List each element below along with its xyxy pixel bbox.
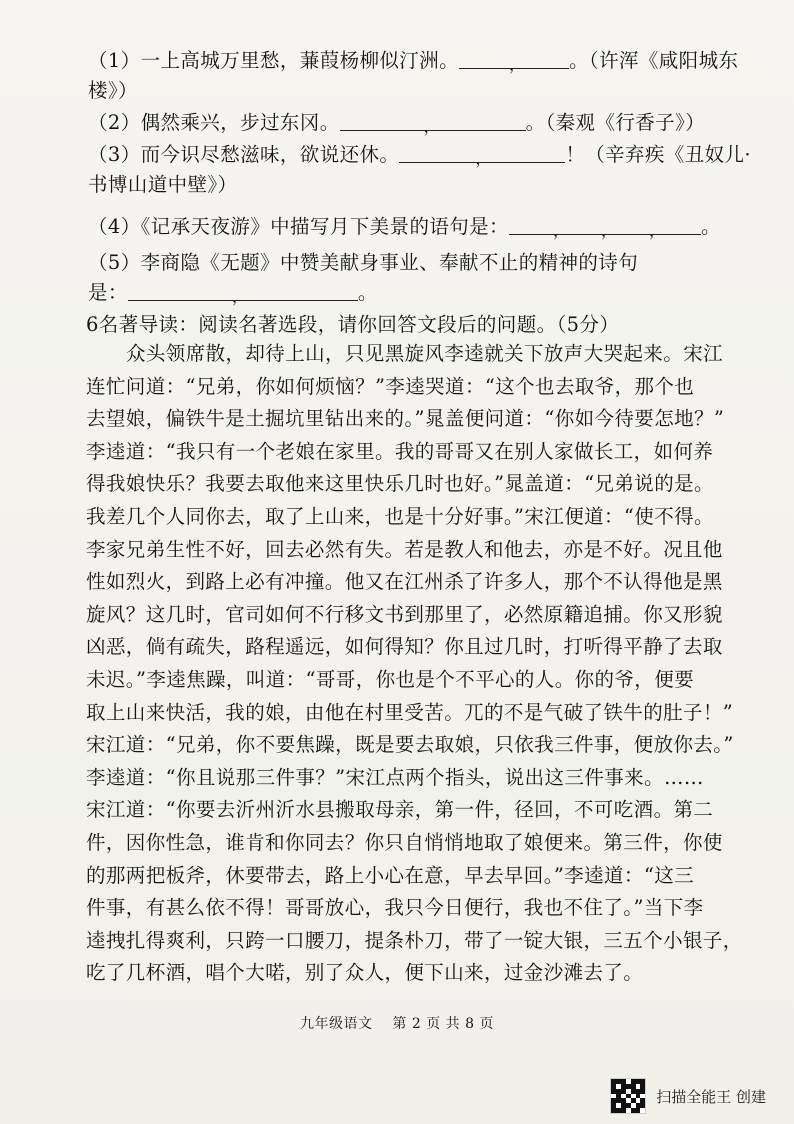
passage-line: 宋江道：“你要去沂州沂水县搬取母亲，第一件，径回，不可吃酒。第二	[86, 798, 714, 822]
question-2-text: （2）偶然乘兴，步过东冈。	[88, 111, 340, 134]
question-1-line-1	[88, 46, 739, 76]
question-4-text: （4）《记承天夜游》中描写月下美景的语句是：	[88, 215, 509, 238]
blank-comma: ，	[600, 221, 618, 240]
question-4-end: 。	[700, 215, 721, 238]
question-5-prefix: 是：	[88, 281, 128, 304]
answer-blank[interactable]	[459, 50, 569, 74]
question-5-text: （5）李商隐《无题》中赞美献身事业、奉献不止的精神的诗句	[88, 251, 639, 274]
footer-page-info: 第 2 页 共 8 页	[392, 1016, 494, 1032]
blank-comma: ，	[423, 117, 441, 136]
passage-line: 件事，有甚么依不得！哥哥放心，我只今日便行，我也不住了。”当下李	[86, 896, 704, 920]
blank-comma: ，	[475, 149, 492, 168]
question-5-line-2	[88, 278, 698, 308]
passage-line: 件，因你性急，谁肯和你同去？你只自悄悄地取了娘便来。第三件，你使	[86, 831, 723, 854]
question-2-source: 。（秦观《行香子》）	[525, 111, 706, 134]
section-6-heading: 6名著导读：阅读名著选段，请你回答文段后的问题。（5分）	[86, 313, 620, 336]
question-1-source-end: 楼》）	[88, 79, 138, 102]
passage-line: 性如烈火，到路上必有冲撞。他又在江州杀了许多人，那个不认得他是黑	[86, 570, 723, 594]
passage-line: 众头领席散，却待上山，只见黑旋风李逵就关下放声大哭起来。宋江	[126, 342, 724, 365]
passage-line: 取上山来快活，我的娘，由他在村里受苦。兀的不是气破了铁牛的肚子！”	[86, 700, 734, 724]
passage-line: 我差几个人同你去，取了上山来，也是十分好事。”宋江便道：“使不得。	[86, 505, 714, 528]
passage-line: 得我娘快乐？我要去取他来这里快乐几时也好。”晁盖道：“兄弟说的是。	[86, 472, 714, 496]
passage-line: 逵拽扎得爽利，只跨一口腰刀，提条朴刀，带了一锭大银，三五个小银子，	[86, 928, 743, 952]
passage-line: 旋风？这几时，官司如何不行移文书到那里了，必然原籍追捕。你又形貌	[86, 602, 723, 626]
question-1-text: （1）一上高城万里愁，蒹葭杨柳似汀洲。	[88, 49, 460, 72]
blank-comma: ，	[231, 287, 249, 306]
question-3-source-end: 书博山道中壁》）	[88, 173, 238, 196]
question-3-line-1	[88, 140, 752, 170]
passage-line: 李逵道：“我只有一个老娘在家里。我的哥哥又在别人家做长工，如何养	[86, 439, 714, 463]
passage-line: 连忙问道：“兄弟，你如何烦恼？”李逵哭道：“这个也去取爷，那个也	[86, 374, 695, 398]
passage-line: 凶恶，倘有疏失，路程遥远，如何得知？你且过几时，打听得平静了去取	[86, 635, 723, 659]
passage-line: 去望娘，偏铁牛是土掘坑里钻出来的。”晁盖便问道：“你如今待要怎地？”	[86, 407, 725, 431]
passage-line: 李家兄弟生性不好，回去必然有失。若是教人和他去，亦是不好。况且他	[86, 537, 723, 561]
passage-line: 未迟。”李逵焦躁，叫道：“哥哥，你也是个不平心的人。你的爷，便要	[86, 668, 694, 691]
scanner-watermark	[610, 1078, 766, 1114]
answer-blank[interactable]	[399, 144, 565, 168]
passage-line: 吃了几杯酒，唱个大喏，别了众人，便下山来，过金沙滩去了。	[86, 961, 644, 985]
question-5-end: 。	[357, 281, 378, 304]
answer-blank[interactable]	[509, 216, 701, 240]
question-3-text: （3）而今识尽愁滋味，欲说还休。	[88, 143, 400, 166]
answer-blank[interactable]	[128, 282, 358, 306]
footer-subject: 九年级语文	[300, 1016, 373, 1032]
passage-line: 宋江道：“兄弟，你不要焦躁，既是要去取娘，只依我三件事，便放你去。”	[86, 733, 734, 757]
qr-code-icon	[610, 1078, 646, 1114]
question-4-line	[88, 212, 721, 242]
answer-blank[interactable]	[340, 112, 526, 136]
question-1-line-2	[88, 76, 698, 106]
blank-comma: ，	[509, 55, 526, 74]
passage-line: 的那两把板斧，休要带去，路上小心在意，早去早回。”李逵道：“这三	[86, 863, 694, 887]
question-2-line	[88, 108, 706, 138]
blank-comma: ，	[648, 221, 666, 240]
question-3-line-2	[88, 170, 698, 200]
question-5-line-1	[88, 248, 698, 278]
scanner-label: 扫描全能王 创建	[656, 1087, 766, 1106]
question-1-source: 。（许浑《咸阳城东	[569, 49, 739, 72]
question-3-source: ！（辛弃疾《丑奴儿·	[565, 143, 752, 166]
passage-line: 李逵道：“你且说那三件事？”宋江点两个指头，说出这三件事来。……	[86, 765, 704, 789]
blank-comma: ，	[552, 221, 570, 240]
page-footer	[0, 1013, 794, 1033]
